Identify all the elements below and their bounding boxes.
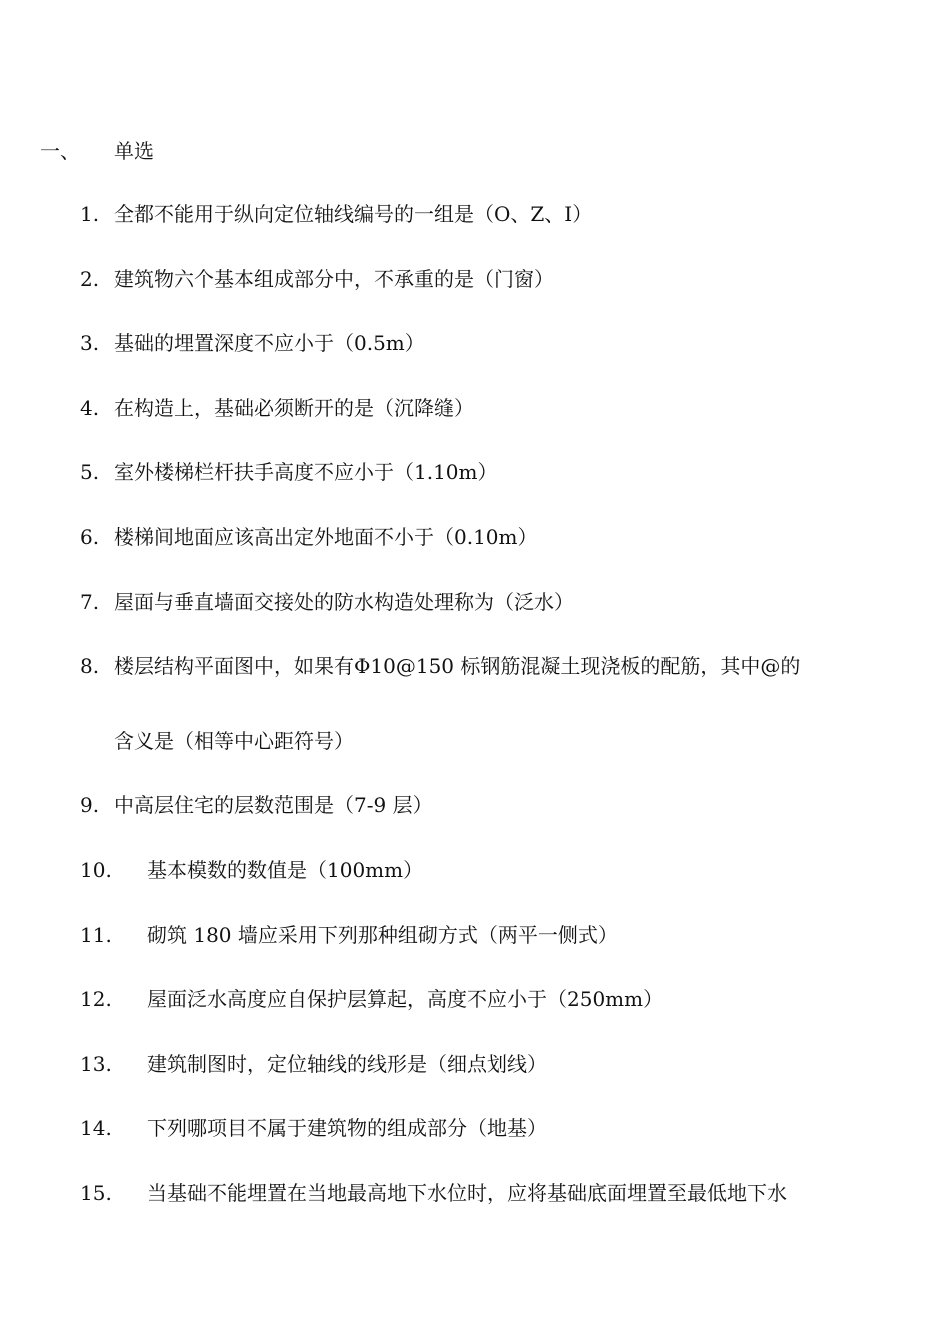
question-number: 8. — [80, 654, 100, 678]
question-text: 在构造上，基础必须断开的是（沉降缝） — [114, 396, 474, 420]
question-item — [80, 1115, 547, 1141]
section-heading — [40, 138, 154, 164]
question-item — [80, 524, 538, 550]
question-text: 楼梯间地面应该高出定外地面不小于（0.10m） — [114, 525, 538, 549]
question-number: 10. — [80, 858, 112, 882]
question-item — [80, 330, 425, 356]
question-number: 4. — [80, 396, 100, 420]
question-item — [80, 922, 618, 948]
question-item — [80, 986, 663, 1012]
question-item — [80, 792, 433, 818]
question-text: 建筑制图时，定位轴线的线形是（细点划线） — [147, 1052, 547, 1076]
question-item — [80, 653, 800, 679]
question-text: 全都不能用于纵向定位轴线编号的一组是（O、Z、I） — [114, 202, 593, 226]
question-number: 14. — [80, 1116, 112, 1140]
question-text: 基础的埋置深度不应小于（0.5m） — [114, 331, 425, 355]
question-number: 6. — [80, 525, 100, 549]
question-text: 当基础不能埋置在当地最高地下水位时，应将基础底面埋置至最低地下水 — [147, 1181, 787, 1205]
question-number: 7. — [80, 590, 100, 614]
question-item — [80, 857, 423, 883]
question-item — [80, 1051, 547, 1077]
section-number: 一、 — [40, 139, 80, 163]
question-number: 5. — [80, 460, 100, 484]
question-text: 屋面泛水高度应自保护层算起，高度不应小于（250mm） — [147, 987, 664, 1011]
question-item — [80, 1180, 787, 1206]
question-number: 9. — [80, 793, 100, 817]
question-number: 12. — [80, 987, 112, 1011]
question-item — [80, 395, 474, 421]
question-number: 2. — [80, 267, 100, 291]
question-text: 砌筑 180 墙应采用下列那种组砌方式（两平一侧式） — [147, 923, 618, 947]
question-text: 室外楼梯栏杆扶手高度不应小于（1.10m） — [114, 460, 498, 484]
question-text: 基本模数的数值是（100mm） — [147, 858, 424, 882]
question-number: 11. — [80, 923, 112, 947]
question-number: 15. — [80, 1181, 112, 1205]
question-item — [80, 589, 574, 615]
question-item — [80, 201, 592, 227]
section-title: 单选 — [114, 139, 154, 163]
question-number: 1. — [80, 202, 100, 226]
question-text: 下列哪项目不属于建筑物的组成部分（地基） — [147, 1116, 547, 1140]
question-item — [80, 459, 498, 485]
question-number: 13. — [80, 1052, 112, 1076]
question-number: 3. — [80, 331, 100, 355]
question-text: 建筑物六个基本组成部分中，不承重的是（门窗） — [114, 267, 554, 291]
question-text: 中高层住宅的层数范围是（7-9 层） — [114, 793, 433, 817]
question-text: 屋面与垂直墙面交接处的防水构造处理称为（泛水） — [114, 590, 574, 614]
question-text: 楼层结构平面图中，如果有Φ10@150 标钢筋混凝土现浇板的配筋，其中@的 — [114, 654, 801, 678]
question-text-continuation: 含义是（相等中心距符号） — [114, 729, 354, 753]
question-item — [80, 266, 554, 292]
